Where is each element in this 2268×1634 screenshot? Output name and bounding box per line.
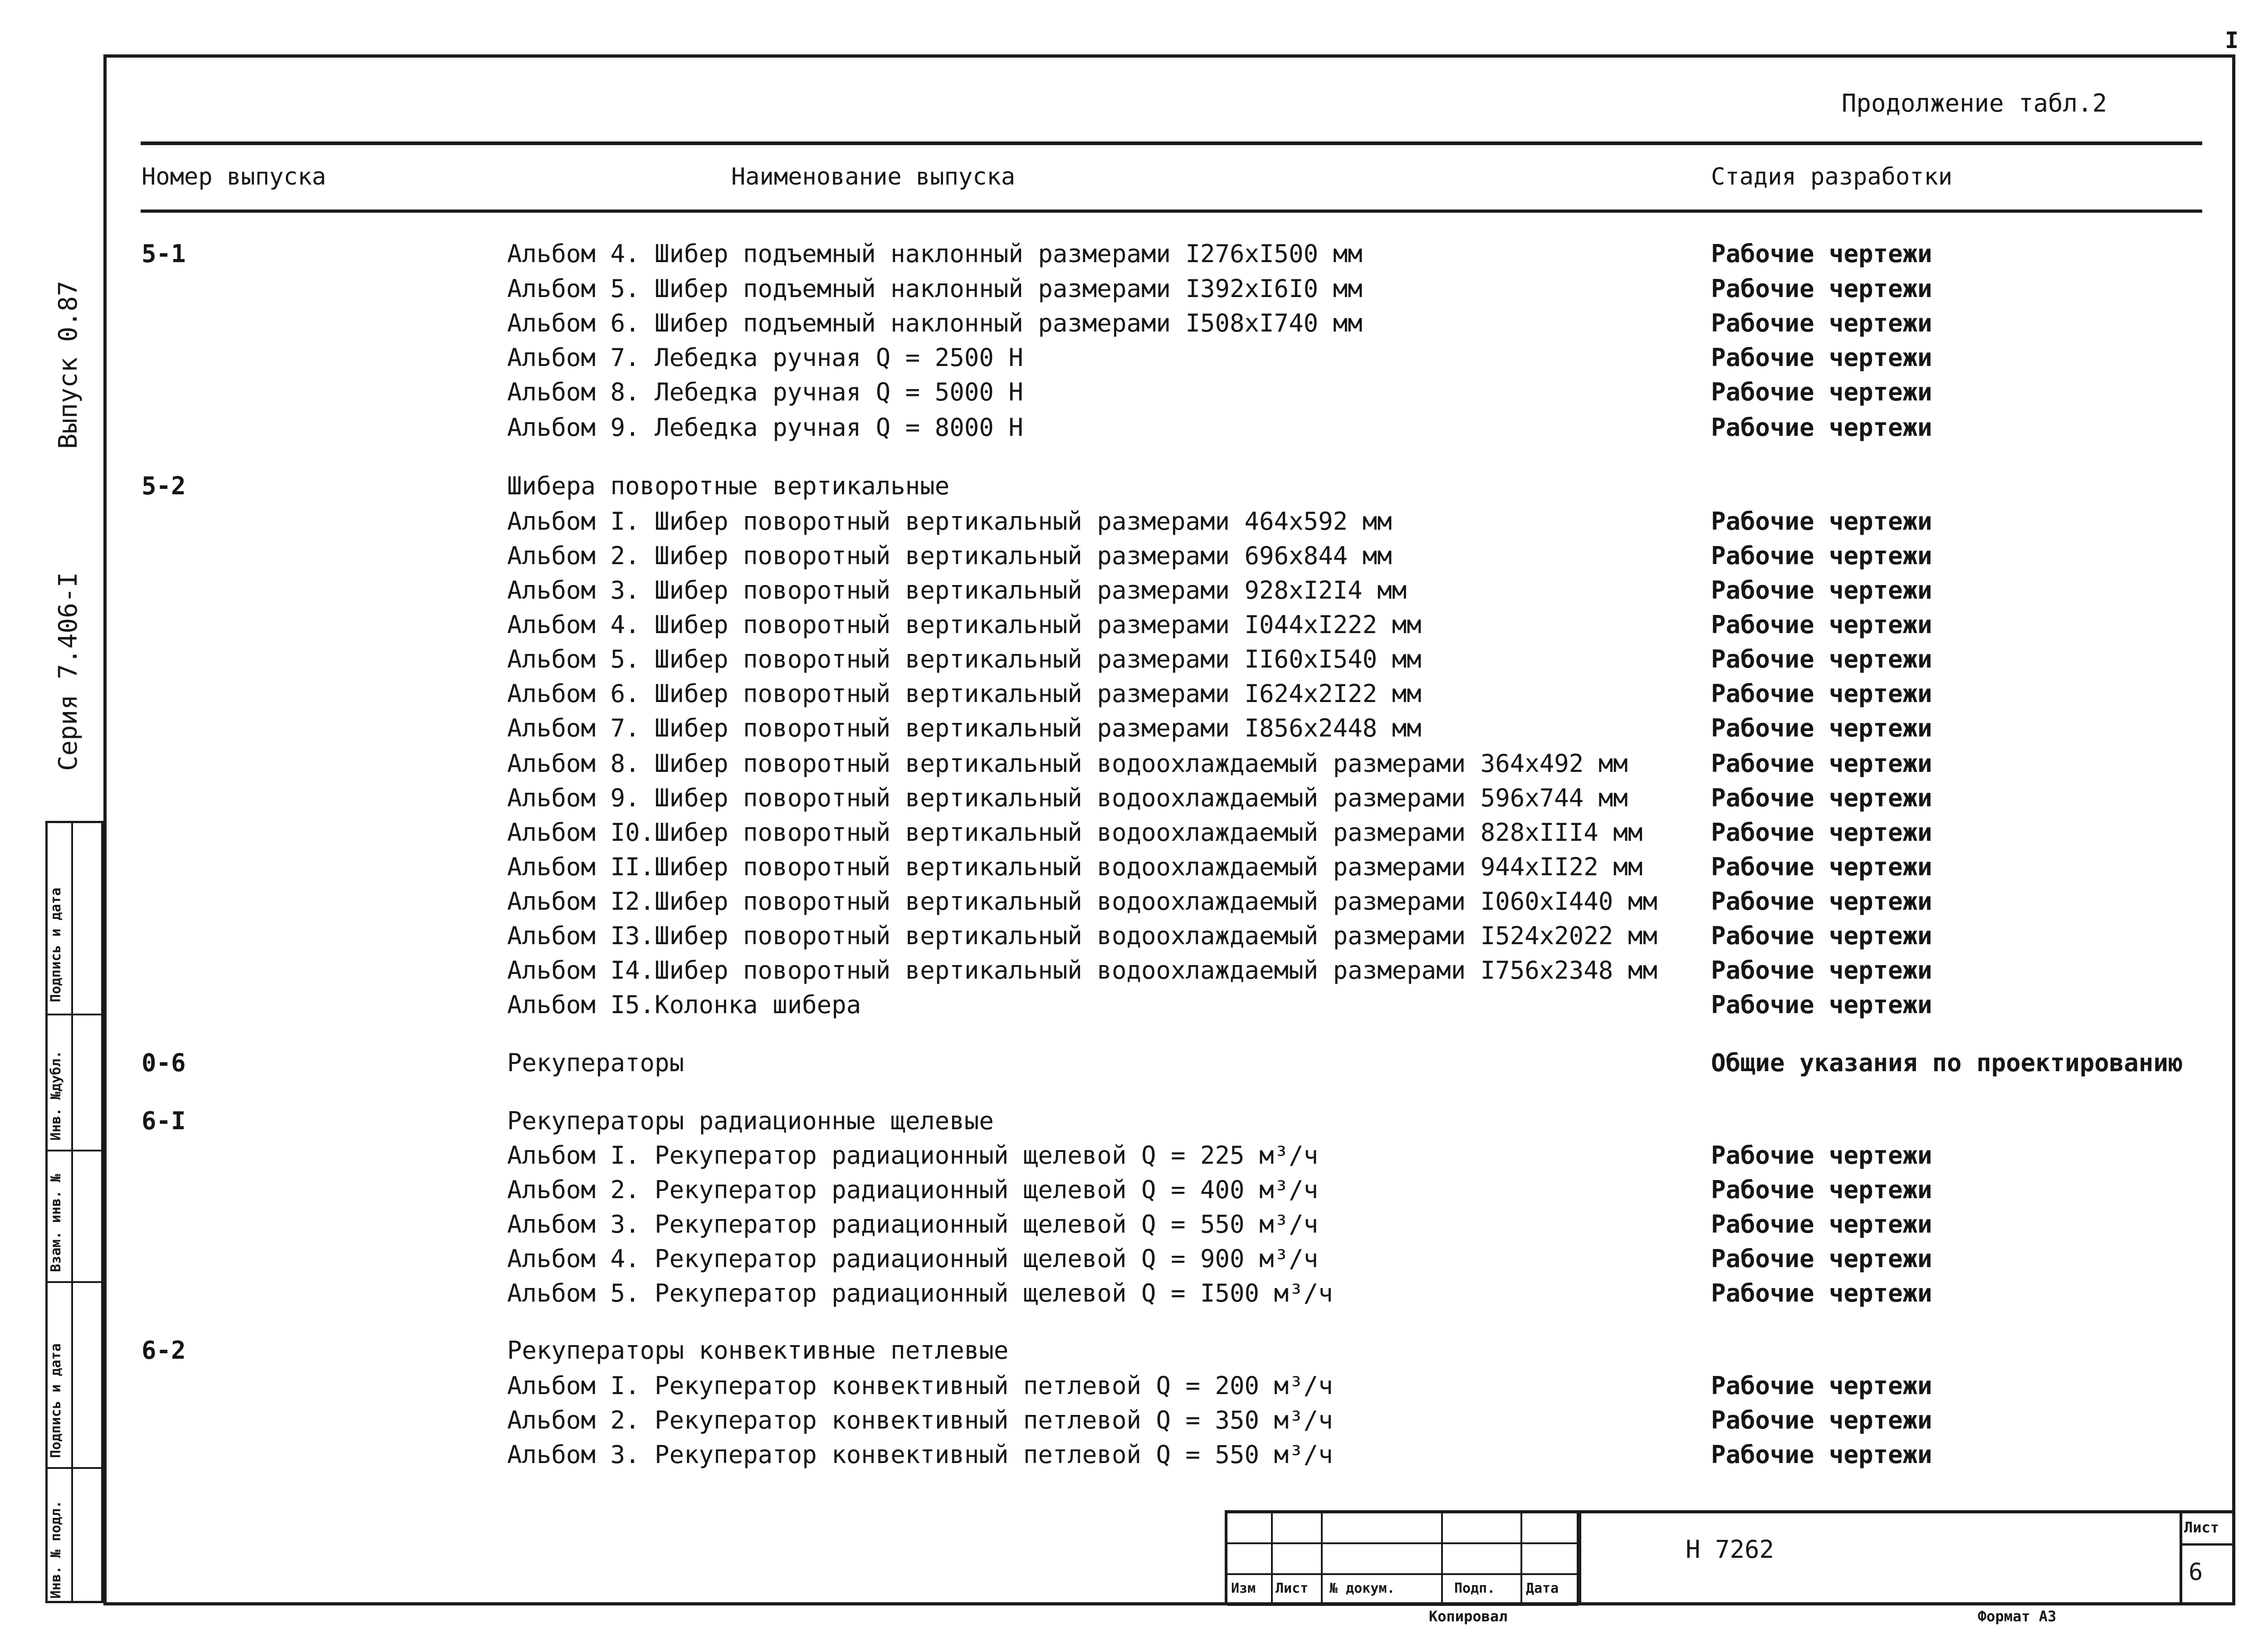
issue-stage: Рабочие чертежи [1711,1244,1932,1273]
issue-name: Альбом 6. Шибер поворотный вертикальный размерами I624x2I22 мм [507,679,1422,708]
corner-mark: I [2225,27,2239,54]
issue-number: 5-1 [142,239,186,268]
table-row [0,990,2268,1025]
issue-name: Альбом 2. Рекуператор конвективный петлевой Q = 350 м³/ч [507,1406,1333,1434]
table-row [0,1049,2268,1083]
grid-cell [1227,1513,1273,1544]
table-row [0,1440,2268,1475]
table-row [0,541,2268,576]
table-row [0,1210,2268,1244]
table-row [0,1336,2268,1371]
strip-label-inv-podl: Инв. № подл. [48,1500,64,1599]
issue-name: Альбом 7. Шибер поворотный вертикальный размерами I856x2448 мм [507,714,1422,742]
issue-name: Альбом I. Рекуператор радиационный щелевой Q = 225 м³/ч [507,1141,1319,1170]
issue-name: Альбом 3. Рекуператор конвективный петлевой Q = 550 м³/ч [507,1440,1333,1469]
continuation-label: Продолжение табл.2 [1842,89,2107,117]
table-row [0,1406,2268,1440]
issue-stage: Рабочие чертежи [1711,413,1932,442]
table-row [0,610,2268,645]
table-row [0,343,2268,378]
margin-issue-label: Выпуск 0.87 [54,281,83,449]
strip-label-vzam-inv: Взам. инв. № [48,1174,64,1272]
issue-stage: Рабочие чертежи [1711,309,1932,337]
grid-cell [1227,1544,1273,1575]
copied-by-label: Копировал [1429,1608,1508,1625]
table-row [0,887,2268,922]
issue-number: 0-6 [142,1049,186,1077]
issue-name: Альбом I0.Шибер поворотный вертикальный водоохлаждаемый размерами 828xIII4 мм [507,818,1643,847]
issue-name: Альбом I4.Шибер поворотный вертикальный водоохлаждаемый размерами I756x2348 мм [507,956,1657,985]
table-row [0,645,2268,679]
issue-stage: Рабочие чертежи [1711,239,1932,268]
issue-number: 6-2 [142,1336,186,1365]
grid-cell [1443,1513,1522,1544]
table-row [0,1244,2268,1279]
issue-stage: Рабочие чертежи [1711,853,1932,881]
issue-stage: Рабочие чертежи [1711,990,1932,1019]
grid-cell [1522,1513,1579,1544]
table-row [0,956,2268,990]
issue-name: Рекуператоры [507,1049,684,1077]
table-row [0,922,2268,956]
strip-label-inv-dubl: Инв. №дубл. [48,1050,64,1141]
issue-stage: Рабочие чертежи [1711,1210,1932,1239]
title-block-grid [1225,1510,1579,1605]
table-row [0,309,2268,343]
issue-name: Рекуператоры конвективные петлевые [507,1336,1009,1365]
format-label: Формат А3 [1978,1608,2057,1625]
table-row [0,679,2268,714]
issue-name: Рекуператоры радиационные щелевые [507,1107,994,1135]
table-row [0,576,2268,610]
header-top-rule [141,141,2202,145]
issue-stage: Рабочие чертежи [1711,1371,1932,1400]
issue-stage: Рабочие чертежи [1711,784,1932,812]
issue-name: Альбом 8. Лебедка ручная Q = 5000 Н [507,378,1023,406]
header-name: Наименование выпуска [731,163,1016,190]
table-row [0,1107,2268,1141]
issue-name: Альбом 2. Шибер поворотный вертикальный размерами 696x844 мм [507,541,1392,570]
issue-name: Альбом 2. Рекуператор радиационный щелевой Q = 400 м³/ч [507,1176,1319,1204]
issue-stage: Рабочие чертежи [1711,956,1932,985]
issue-name: Альбом 7. Лебедка ручная Q = 2500 Н [507,343,1023,372]
table-row [0,714,2268,748]
strip-label-signature-date: Подпись и дата [48,1343,64,1458]
issue-stage: Рабочие чертежи [1711,679,1932,708]
issue-stage: Рабочие чертежи [1711,507,1932,536]
issue-stage: Общие указания по проектированию [1711,1049,2183,1077]
sheet-number-box [2180,1510,2235,1605]
table-row [0,749,2268,784]
issue-stage: Рабочие чертежи [1711,610,1932,639]
issue-name: Альбом I. Рекуператор конвективный петлевой Q = 200 м³/ч [507,1371,1333,1400]
issue-name: Альбом 4. Рекуператор радиационный щелевой Q = 900 м³/ч [507,1244,1319,1273]
issue-stage: Рабочие чертежи [1711,645,1932,673]
issue-stage: Рабочие чертежи [1711,541,1932,570]
table-row [0,1141,2268,1176]
col-label-list: Лист [1276,1580,1309,1596]
issue-name: Альбом 6. Шибер подъемный наклонный размерами I508xI740 мм [507,309,1363,337]
table-row [0,1176,2268,1210]
issue-stage: Рабочие чертежи [1711,378,1932,406]
issue-name: Альбом 8. Шибер поворотный вертикальный водоохлаждаемый размерами 364x492 мм [507,749,1628,778]
title-block [1225,1510,2235,1605]
grid-cell [1522,1544,1579,1575]
header-number: Номер выпуска [142,163,326,190]
table-row [0,239,2268,274]
issue-name: Альбом 4. Шибер подъемный наклонный размерами I276xI500 мм [507,239,1363,268]
margin-series-label: Серия 7.406-I [54,572,83,771]
issue-name: Альбом I. Шибер поворотный вертикальный размерами 464x592 мм [507,507,1392,536]
issue-stage: Рабочие чертежи [1711,714,1932,742]
col-label-date: Дата [1526,1580,1559,1596]
header-stage: Стадия разработки [1711,163,1953,190]
col-label-izm: Изм [1231,1580,1256,1596]
grid-cell [1273,1544,1323,1575]
sheet-box-divider [2182,1543,2235,1546]
issue-stage: Рабочие чертежи [1711,1406,1932,1434]
sheet-number: 6 [2189,1559,2203,1586]
grid-cell [1323,1544,1443,1575]
issue-name: Шибера поворотные вертикальные [507,472,950,500]
issue-stage: Рабочие чертежи [1711,343,1932,372]
issue-name: Альбом 3. Рекуператор радиационный щелевой Q = 550 м³/ч [507,1210,1319,1239]
issue-stage: Рабочие чертежи [1711,887,1932,916]
issue-number: 5-2 [142,472,186,500]
table-row [0,1371,2268,1406]
issue-name: Альбом II.Шибер поворотный вертикальный водоохлаждаемый размерами 944xII22 мм [507,853,1643,881]
doc-code-box [1579,1510,2180,1605]
issue-stage: Рабочие чертежи [1711,1279,1932,1307]
header-bottom-rule [141,210,2202,213]
issue-name: Альбом 3. Шибер поворотный вертикальный размерами 928xI2I4 мм [507,576,1407,605]
issue-name: Альбом 9. Шибер поворотный вертикальный водоохлаждаемый размерами 596x744 мм [507,784,1628,812]
col-label-sign: Подп. [1454,1580,1496,1596]
grid-cell [1323,1513,1443,1544]
issue-stage: Рабочие чертежи [1711,1176,1932,1204]
issue-stage: Рабочие чертежи [1711,1141,1932,1170]
issue-stage: Рабочие чертежи [1711,1440,1932,1469]
issue-name: Альбом I2.Шибер поворотный вертикальный водоохлаждаемый размерами I060xI440 мм [507,887,1657,916]
issue-name: Альбом 9. Лебедка ручная Q = 8000 Н [507,413,1023,442]
table-row [0,472,2268,506]
grid-cell [1273,1513,1323,1544]
issue-name: Альбом 5. Шибер подъемный наклонный размерами I392xI6I0 мм [507,274,1363,303]
issue-stage: Рабочие чертежи [1711,749,1932,778]
table-row [0,413,2268,448]
issue-stage: Рабочие чертежи [1711,922,1932,950]
issue-name: Альбом 5. Рекуператор радиационный щелевой Q = I500 м³/ч [507,1279,1333,1307]
issue-name: Альбом 4. Шибер поворотный вертикальный размерами I044xI222 мм [507,610,1422,639]
strip-label-signature-date-2: Подпись и дата [48,888,64,1002]
issue-name: Альбом I5.Колонка шибера [507,990,861,1019]
issue-stage: Рабочие чертежи [1711,576,1932,605]
issue-number: 6-I [142,1107,186,1135]
issue-name: Альбом 5. Шибер поворотный вертикальный размерами II60xI540 мм [507,645,1422,673]
table-row [0,274,2268,309]
table-row [0,378,2268,412]
grid-cell [1443,1544,1522,1575]
table-row [0,818,2268,853]
table-row [0,853,2268,887]
col-label-doc: № докум. [1330,1580,1395,1596]
sheet-label: Лист [2184,1519,2219,1536]
doc-code: Н 7262 [1686,1535,1774,1564]
issue-stage: Рабочие чертежи [1711,818,1932,847]
table-row [0,507,2268,541]
table-row [0,1279,2268,1313]
table-row [0,784,2268,818]
issue-name: Альбом I3.Шибер поворотный вертикальный водоохлаждаемый размерами I524x2022 мм [507,922,1657,950]
issue-stage: Рабочие чертежи [1711,274,1932,303]
